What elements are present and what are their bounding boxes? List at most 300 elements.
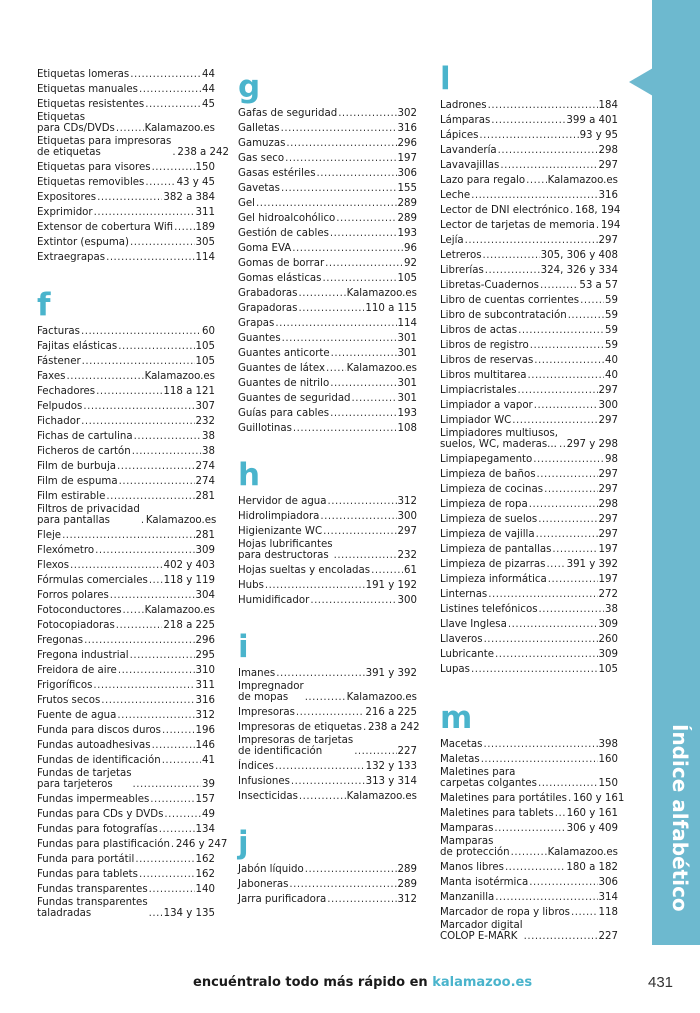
- dot-leader: [145, 99, 201, 110]
- dot-leader: [66, 371, 143, 382]
- dot-leader: [471, 664, 598, 675]
- dot-leader: [84, 635, 194, 646]
- dot-leader: [559, 439, 566, 450]
- entry-page-ref: 44: [202, 84, 215, 95]
- entry-page-ref: 193: [397, 228, 417, 239]
- dot-leader: [171, 839, 175, 850]
- dot-leader: [511, 847, 547, 858]
- entry-page-ref: 184: [598, 100, 618, 111]
- index-entry: [37, 136, 229, 160]
- dot-leader: [327, 496, 396, 507]
- index-entry: [440, 617, 618, 632]
- section-letter: h: [238, 457, 261, 493]
- dot-leader: [488, 589, 597, 600]
- index-entry: [238, 862, 417, 877]
- footer-tagline-prefix: encuéntralo todo más rápido en: [193, 975, 433, 990]
- index-entry: [238, 759, 417, 774]
- entry-term: Lápices: [440, 130, 479, 141]
- entry-page-ref: 105: [195, 341, 215, 352]
- dot-leader: [117, 710, 194, 721]
- index-entry: [37, 384, 215, 399]
- index-entry: [440, 128, 618, 143]
- entry-page-ref: 216 a 225: [365, 707, 417, 718]
- index-entry: [37, 588, 215, 603]
- dot-leader: [363, 722, 367, 733]
- entry-page-ref: 297: [598, 469, 618, 480]
- dot-leader: [162, 725, 195, 736]
- entry-page-ref: 41: [202, 755, 215, 766]
- entry-term: Facturas: [37, 326, 80, 337]
- index-entry: [440, 398, 618, 413]
- entry-page-ref: 312: [397, 496, 417, 507]
- entry-term: Higienizante WC: [238, 526, 323, 537]
- footer: [0, 975, 700, 995]
- section-letter: j: [238, 825, 249, 861]
- index-entry: [238, 593, 417, 608]
- entry-term: Etiquetas manuales: [37, 84, 138, 95]
- entry-term: Frigoríficos: [37, 680, 93, 691]
- entry-page-ref: 316: [195, 695, 215, 706]
- entry-page-ref: 402 y 403: [163, 560, 215, 571]
- index-entry: [440, 512, 618, 527]
- dot-leader: [94, 207, 195, 218]
- index-entry: [37, 429, 215, 444]
- dot-leader: [139, 84, 201, 95]
- index-entry: [440, 905, 618, 920]
- entry-term: Limpiapegamento: [440, 454, 533, 465]
- entry-term: Fundas para plastificación: [37, 839, 170, 850]
- dot-leader: [546, 559, 565, 570]
- dot-leader: [291, 776, 365, 787]
- index-entry: [440, 467, 618, 482]
- entry-term: Gomas de borrar: [238, 258, 325, 269]
- index-entry: [37, 474, 215, 489]
- entry-page-ref: 59: [605, 310, 618, 321]
- entry-term: Lavandería: [440, 145, 497, 156]
- entry-page-ref: 312: [397, 894, 417, 905]
- entry-page-ref: 43 y 45: [176, 177, 215, 188]
- entry-page-ref: 160: [598, 754, 618, 765]
- entry-page-ref: 301: [397, 378, 417, 389]
- entry-page-ref[interactable]: Kalamazoo.es: [346, 363, 417, 374]
- index-entry: [37, 648, 215, 663]
- dot-leader: [512, 415, 597, 426]
- index-entry: [238, 391, 417, 406]
- entry-term: Gestión de cables: [238, 228, 329, 239]
- index-entry: [440, 278, 618, 293]
- entry-term: Fleje: [37, 530, 62, 541]
- dot-leader: [139, 869, 195, 880]
- index-entry: [440, 428, 618, 452]
- dot-leader: [101, 695, 194, 706]
- entry-page-ref: 134: [195, 824, 215, 835]
- entry-term: Fuente de agua: [37, 710, 117, 721]
- index-section-m: [440, 700, 625, 944]
- index-entry: [440, 527, 618, 542]
- dot-leader: [82, 356, 195, 367]
- entry-term: Gafas de seguridad: [238, 108, 338, 119]
- index-section-i: [238, 629, 420, 804]
- entry-page-ref: 162: [195, 869, 215, 880]
- index-entry: [37, 369, 215, 384]
- entry-page-ref: 60: [202, 326, 215, 337]
- entry-term: Macetas: [440, 739, 483, 750]
- entry-term: Fundas autoadhesivas: [37, 740, 151, 751]
- entry-term: Hervidor de agua: [238, 496, 327, 507]
- dot-leader: [299, 791, 346, 802]
- entry-term: Gomas elásticas: [238, 273, 322, 284]
- entry-page-ref: 232: [195, 416, 215, 427]
- entry-page-ref: 311: [195, 680, 215, 691]
- section-letter: g: [238, 69, 261, 105]
- index-entry: [238, 666, 417, 681]
- entry-term: Impresoras: [238, 707, 295, 718]
- dot-leader: [286, 138, 396, 149]
- entry-page-ref[interactable]: Kalamazoo.es: [346, 288, 417, 299]
- dot-leader: [322, 273, 396, 284]
- entry-term: Leche: [440, 190, 471, 201]
- entry-term: Fregonas: [37, 635, 84, 646]
- entry-page-ref: 189: [195, 222, 215, 233]
- dot-leader: [534, 355, 604, 366]
- index-entry: [37, 867, 215, 882]
- entry-term: Impregnador de mopas: [238, 681, 304, 703]
- index-entry: [238, 256, 417, 271]
- entry-term: Libretas-Cuadernos: [440, 280, 539, 291]
- index-entry: [37, 663, 215, 678]
- entry-page-ref: 316: [397, 123, 417, 134]
- entry-page-ref: 132 y 133: [365, 761, 417, 772]
- entry-page-ref: 140: [195, 884, 215, 895]
- dot-leader: [305, 692, 346, 703]
- index-entry: [440, 632, 618, 647]
- entry-page-ref[interactable]: Kalamazoo.es: [145, 515, 217, 526]
- entry-page-ref: 168, 194: [574, 205, 621, 216]
- entry-term: Lubricante: [440, 649, 495, 660]
- entry-page-ref: 150: [598, 778, 618, 789]
- entry-term: Grabadoras: [238, 288, 298, 299]
- dot-leader: [289, 879, 396, 890]
- entry-page-ref: 297: [598, 235, 618, 246]
- dot-leader: [325, 258, 403, 269]
- entry-term: Limpieza de baños: [440, 469, 536, 480]
- index-entry: [238, 509, 417, 524]
- index-entry: [238, 361, 417, 376]
- entry-term: Filtros de privacidad para pantallas: [37, 504, 140, 526]
- index-entry: [37, 678, 215, 693]
- index-entry: [440, 737, 618, 752]
- entry-term: Fichador: [37, 416, 81, 427]
- index-entry: [37, 768, 215, 792]
- index-entry: [238, 376, 417, 391]
- dot-leader: [159, 824, 195, 835]
- dot-leader: [548, 574, 598, 585]
- entry-page-ref: 316: [598, 190, 618, 201]
- index-entry: [440, 587, 618, 602]
- index-entry: [238, 789, 417, 804]
- index-entry: [37, 339, 215, 354]
- dot-leader: [281, 123, 397, 134]
- index-entry: [440, 767, 618, 791]
- entry-page-ref: 38: [605, 604, 618, 615]
- entry-page-ref[interactable]: Kalamazoo.es: [547, 175, 618, 186]
- index-entry: [440, 806, 618, 821]
- entry-term: Lazo para regalo: [440, 175, 526, 186]
- entry-term: Etiquetas resistentes: [37, 99, 145, 110]
- entry-term: Funda para discos duros: [37, 725, 161, 736]
- entry-page-ref: 40: [605, 355, 618, 366]
- entry-term: Funda para portátil: [37, 854, 135, 865]
- dot-leader: [488, 100, 598, 111]
- index-entry: [440, 143, 618, 158]
- entry-term: Felpudos: [37, 401, 83, 412]
- index-entry: [440, 263, 618, 278]
- dot-leader: [96, 386, 162, 397]
- index-entry: [440, 542, 618, 557]
- entry-page-ref: 297: [598, 415, 618, 426]
- index-entry: [440, 791, 625, 806]
- dot-leader: [320, 511, 396, 522]
- entry-term: Libros de actas: [440, 325, 518, 336]
- entry-term: Guantes de látex: [238, 363, 326, 374]
- entry-term: Marcador de ropa y libros: [440, 907, 570, 918]
- entry-page-ref: 108: [397, 423, 417, 434]
- entry-page-ref: 301: [397, 333, 417, 344]
- index-entry: [37, 354, 215, 369]
- entry-term: Lupas: [440, 664, 470, 675]
- index-entry: [440, 98, 618, 113]
- dot-leader: [465, 235, 598, 246]
- index-section-l: [440, 61, 621, 677]
- dot-leader: [505, 862, 565, 873]
- entry-term: Film de burbuja: [37, 461, 117, 472]
- index-entry: [37, 792, 215, 807]
- dot-leader: [130, 69, 201, 80]
- index-entry: [440, 218, 621, 233]
- entry-term: Libros multitarea: [440, 370, 527, 381]
- index-entry: [440, 323, 618, 338]
- dot-leader: [83, 401, 194, 412]
- entry-term: Film estirable: [37, 491, 106, 502]
- dot-leader: [538, 778, 598, 789]
- entry-term: Libro de subcontratación: [440, 310, 567, 321]
- dot-leader: [500, 160, 597, 171]
- entry-term: Manzanilla: [440, 892, 495, 903]
- dot-leader: [571, 907, 598, 918]
- entry-term: Libro de cuentas corrientes: [440, 295, 580, 306]
- dot-leader: [275, 761, 365, 772]
- index-entry: [440, 662, 618, 677]
- dot-leader: [479, 130, 578, 141]
- entry-page-ref: 300: [397, 595, 417, 606]
- index-entry: [37, 444, 215, 459]
- index-entry: [37, 603, 215, 618]
- entry-term: Etiquetas para impresoras de etiquetas: [37, 136, 172, 158]
- entry-term: Librerías: [440, 265, 484, 276]
- entry-term: Manta isotérmica: [440, 877, 529, 888]
- dot-leader: [123, 605, 144, 616]
- index-column-3: [440, 61, 625, 944]
- entry-page-ref[interactable]: Kalamazoo.es: [547, 847, 618, 858]
- dot-leader: [371, 565, 403, 576]
- index-entry: [440, 572, 618, 587]
- entry-page-ref: 297: [598, 529, 618, 540]
- index-entry: [37, 633, 215, 648]
- entry-page-ref: 155: [397, 183, 417, 194]
- index-entry: [37, 414, 215, 429]
- dot-leader: [580, 295, 604, 306]
- dot-leader: [471, 190, 597, 201]
- entry-term: Jarra purificadora: [238, 894, 327, 905]
- sidebar-notch: [629, 68, 653, 96]
- dot-leader: [555, 808, 566, 819]
- entry-page-ref: 297: [598, 160, 618, 171]
- entry-term: Gavetas: [238, 183, 280, 194]
- entry-term: Libros de reservas: [440, 355, 534, 366]
- entry-page-ref: 98: [605, 454, 618, 465]
- footer-brand-link[interactable]: kalamazoo.es: [432, 975, 533, 990]
- entry-page-ref: 281: [195, 530, 215, 541]
- dot-leader: [256, 198, 397, 209]
- entry-page-ref: 118 y 119: [163, 575, 215, 586]
- entry-term: Flexos: [37, 560, 70, 571]
- index-entry: [238, 774, 417, 789]
- dot-leader: [552, 544, 597, 555]
- index-entry: [238, 121, 417, 136]
- entry-page-ref[interactable]: Kalamazoo.es: [346, 791, 417, 802]
- entry-term: Fástener: [37, 356, 81, 367]
- dot-leader: [338, 108, 396, 119]
- entry-page-ref: 150: [195, 162, 215, 173]
- entry-page-ref: 157: [195, 794, 215, 805]
- entry-term: Maletines para portátiles: [440, 793, 567, 804]
- entry-term: Fundas para CDs y DVDs: [37, 809, 164, 820]
- sidebar-title: Índice alfabético: [668, 724, 692, 912]
- entry-page-ref: 313 y 314: [365, 776, 417, 787]
- entry-page-ref: 194: [600, 220, 621, 231]
- entry-term: Letreros: [440, 250, 482, 261]
- index-entry: [238, 166, 417, 181]
- dot-leader: [293, 423, 397, 434]
- dot-leader: [483, 250, 540, 261]
- entry-term: Humidificador: [238, 595, 310, 606]
- index-entry: [238, 151, 417, 166]
- dot-leader: [330, 408, 396, 419]
- entry-page-ref[interactable]: Kalamazoo.es: [144, 605, 215, 616]
- dot-leader: [275, 318, 396, 329]
- entry-term: Marcador digital COLOP E-MARK: [440, 920, 523, 942]
- entry-term: Jabón líquido: [238, 864, 304, 875]
- dot-leader: [305, 864, 397, 875]
- entry-term: Grapas: [238, 318, 275, 329]
- entry-page-ref: 114: [195, 252, 215, 263]
- dot-leader: [116, 123, 144, 134]
- dot-leader: [133, 779, 202, 790]
- entry-term: Flexómetro: [37, 545, 95, 556]
- index-entry: [440, 353, 618, 368]
- dot-leader: [526, 175, 546, 186]
- dot-leader: [331, 348, 397, 359]
- entry-page-ref: 272: [598, 589, 618, 600]
- entry-page-ref: 39: [202, 779, 215, 790]
- entry-term: Maletines para tablets: [440, 808, 554, 819]
- dot-leader: [539, 604, 605, 615]
- entry-page-ref: 61: [404, 565, 417, 576]
- section-letter: m: [440, 700, 473, 736]
- entry-page-ref[interactable]: Kalamazoo.es: [346, 692, 417, 703]
- dot-leader: [527, 370, 604, 381]
- dot-leader: [323, 526, 396, 537]
- entry-term: Lavavajillas: [440, 160, 500, 171]
- entry-term: Fregona industrial: [37, 650, 129, 661]
- entry-term: Índices: [238, 761, 274, 772]
- entry-term: Mamparas: [440, 823, 494, 834]
- dot-leader: [326, 363, 346, 374]
- entry-page-ref[interactable]: Kalamazoo.es: [144, 371, 215, 382]
- index-entry: [238, 301, 417, 316]
- entry-term: Guantes: [238, 333, 281, 344]
- dot-leader: [62, 530, 194, 541]
- entry-page-ref: 110 a 115: [365, 303, 417, 314]
- entry-page-ref: 398: [598, 739, 618, 750]
- entry-term: Guillotinas: [238, 423, 292, 434]
- entry-page-ref: 305: [195, 237, 215, 248]
- index-entry: [37, 807, 215, 822]
- entry-page-ref: 59: [605, 325, 618, 336]
- section-letter: l: [440, 61, 451, 97]
- entry-term: Fundas transparentes taladradas: [37, 897, 148, 919]
- entry-page-ref: 105: [598, 664, 618, 675]
- entry-term: Hubs: [238, 580, 264, 591]
- dot-leader: [524, 931, 598, 942]
- dot-leader: [596, 220, 600, 231]
- entry-page-ref: 232: [397, 550, 417, 561]
- index-entry: [238, 563, 417, 578]
- entry-page-ref[interactable]: Kalamazoo.es: [144, 123, 215, 134]
- entry-page-ref: 180 a 182: [566, 862, 618, 873]
- entry-page-ref: 304: [195, 590, 215, 601]
- entry-term: Lámparas: [440, 115, 491, 126]
- entry-term: Fundas transparentes: [37, 884, 148, 895]
- index-entry: [440, 308, 618, 323]
- index-entry: [238, 136, 417, 151]
- entry-page-ref: 59: [605, 295, 618, 306]
- entry-term: Forros polares: [37, 590, 109, 601]
- index-entry: [238, 331, 417, 346]
- entry-page-ref: 297: [598, 484, 618, 495]
- entry-page-ref: 310: [195, 665, 215, 676]
- dot-leader: [533, 454, 604, 465]
- dot-leader: [130, 237, 195, 248]
- entry-page-ref: 274: [195, 461, 215, 472]
- entry-term: Manos libres: [440, 862, 504, 873]
- dot-leader: [81, 326, 201, 337]
- entry-page-ref: 297 y 298: [566, 439, 618, 450]
- entry-page-ref: 382 a 384: [163, 192, 215, 203]
- index-entry: [238, 181, 417, 196]
- index-entry: [440, 173, 618, 188]
- entry-term: Gamuzas: [238, 138, 286, 149]
- index-entry: [440, 452, 618, 467]
- entry-page-ref: 324, 326 y 334: [540, 265, 618, 276]
- entry-term: Gas seco: [238, 153, 285, 164]
- entry-page-ref: 146: [195, 740, 215, 751]
- entry-page-ref: 297: [397, 526, 417, 537]
- entry-term: Extintor (espuma): [37, 237, 130, 248]
- entry-page-ref: 260: [598, 634, 618, 645]
- entry-term: Limpieza informática: [440, 574, 547, 585]
- entry-term: Fundas para fotografías: [37, 824, 158, 835]
